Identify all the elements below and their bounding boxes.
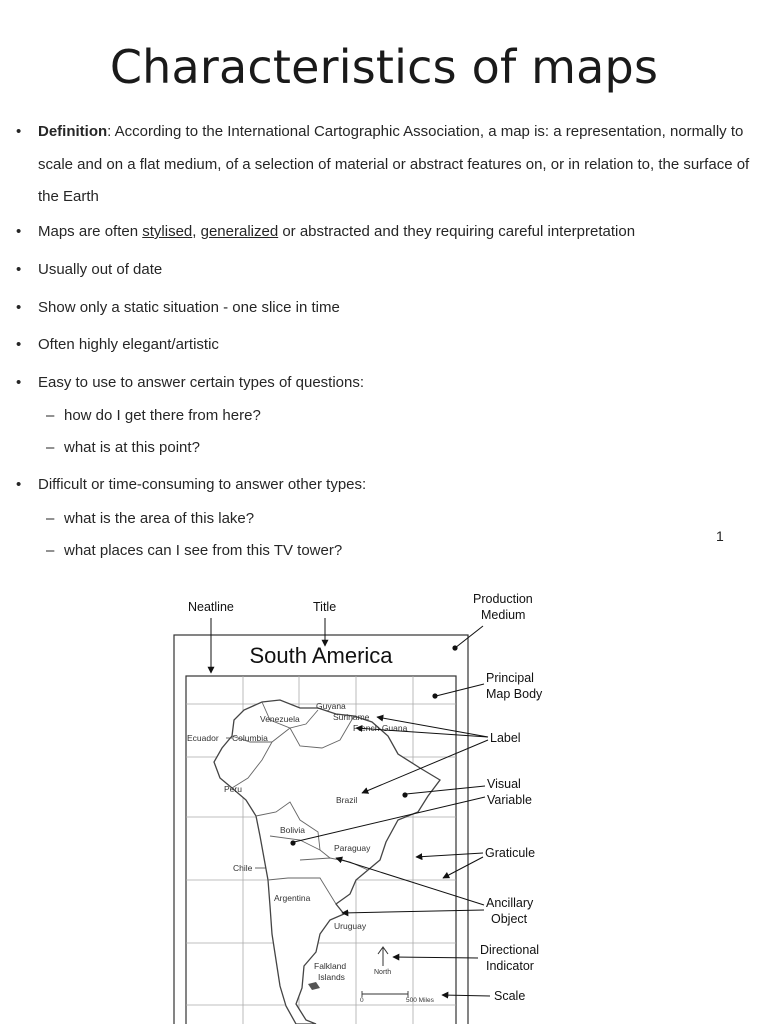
country-label-brazil: Brazil (336, 795, 358, 805)
bullet-stylised (16, 216, 766, 249)
sub-bullet (46, 438, 200, 458)
callout-visual-1: Visual (487, 777, 521, 791)
bullet-text: Often highly elegant/artistic (38, 336, 219, 353)
country-label-venezuela: Venezuela (260, 714, 300, 724)
scale-zero-label: 0 (360, 997, 364, 1004)
callout-production-2: Medium (481, 608, 526, 622)
sub-bullet-text: what places can I see from this TV tower? (64, 542, 343, 559)
country-label-suriname: Suriname (333, 712, 370, 722)
callout-title: Title (313, 600, 337, 614)
callout-visual-2: Variable (487, 793, 532, 807)
dot-visual-brazil (402, 792, 407, 797)
callout-ancillary-2: Object (491, 912, 528, 926)
bullet-dot: • (16, 123, 22, 140)
definition-text: : According to the International Cartographic Association, a map is: a representation, normally to scale and on a flat medium, of a selection of material or abstract features on, or in relation to, the surface of the Earth (38, 123, 750, 205)
country-label-uruguay: Uruguay (334, 921, 367, 931)
bullet-definition (16, 116, 766, 214)
callout-principal-2: Map Body (486, 687, 543, 701)
callout-neatline: Neatline (188, 600, 234, 614)
bullet-text: or abstracted and they requiring careful interpretation (278, 223, 636, 240)
bullet-dot: • (16, 374, 22, 391)
sub-bullet (46, 541, 343, 561)
dash-marker: – (46, 407, 55, 424)
bullet-text: Difficult or time-consuming to answer other types: (38, 476, 367, 493)
dot-principal (432, 693, 437, 698)
bullet-dot: • (16, 261, 22, 278)
callout-principal-1: Principal (486, 671, 534, 685)
dot-production (452, 645, 457, 650)
bullet-dot: • (16, 476, 22, 493)
bullet-dot: • (16, 336, 22, 353)
callout-ancillary-1: Ancillary (486, 896, 534, 910)
sub-bullet-text: what is the area of this lake? (64, 510, 255, 527)
page-number: 1 (716, 528, 724, 544)
bullet-dot: • (16, 299, 22, 316)
bullet-out-of-date (16, 254, 766, 287)
bullet-text: Easy to use to answer certain types of questions: (38, 374, 365, 391)
country-label-islands: Islands (318, 972, 345, 982)
link-stylised[interactable]: stylised (142, 223, 193, 240)
country-label-colombia: Columbia (232, 733, 268, 743)
dash-marker: – (46, 542, 55, 559)
bullet-easy (16, 367, 766, 400)
map-title: South America (249, 643, 393, 668)
country-label-argentina: Argentina (274, 893, 311, 903)
bullet-dot: • (16, 223, 22, 240)
bullet-text: Usually out of date (38, 261, 163, 278)
callout-production-1: Production (473, 592, 533, 606)
country-label-peru: Peru (224, 784, 242, 794)
sub-bullet (46, 509, 255, 529)
scale-end-label: 500 Miles (406, 997, 434, 1004)
definition-label: Definition (38, 123, 108, 140)
callout-label: Label (490, 731, 521, 745)
country-label-french-guiana: French Guana (353, 723, 408, 733)
callout-directional-1: Directional (480, 943, 540, 957)
bullet-static (16, 292, 766, 325)
country-label-paraguay: Paraguay (334, 843, 371, 853)
map-diagram (0, 570, 768, 1024)
country-label-guyana: Guyana (316, 701, 346, 711)
dash-marker: – (46, 510, 55, 527)
callout-scale: Scale (494, 989, 526, 1003)
sub-bullet-text: what is at this point? (64, 439, 200, 456)
sub-bullet-text: how do I get there from here? (64, 407, 261, 424)
country-label-bolivia: Bolivia (280, 825, 306, 835)
callout-directional-2: Indicator (486, 959, 534, 973)
country-label-ecuador: Ecuador (187, 733, 219, 743)
bullet-elegant (16, 329, 766, 362)
page-title: Characteristics of maps (109, 40, 659, 94)
country-label-falkland: Falkland (314, 961, 347, 971)
bullet-difficult (16, 469, 766, 502)
bullet-text: , (192, 223, 201, 240)
bullet-text: Show only a static situation - one slice in time (38, 299, 340, 316)
callout-graticule: Graticule (485, 846, 536, 860)
country-label-chile: Chile (233, 863, 253, 873)
north-label: North (374, 969, 392, 976)
link-generalized[interactable]: generalized (200, 223, 279, 240)
bullet-text: Maps are often (38, 223, 143, 240)
dash-marker: – (46, 439, 55, 456)
dot-visual-bolivia (290, 840, 295, 845)
sub-bullet (46, 406, 261, 426)
